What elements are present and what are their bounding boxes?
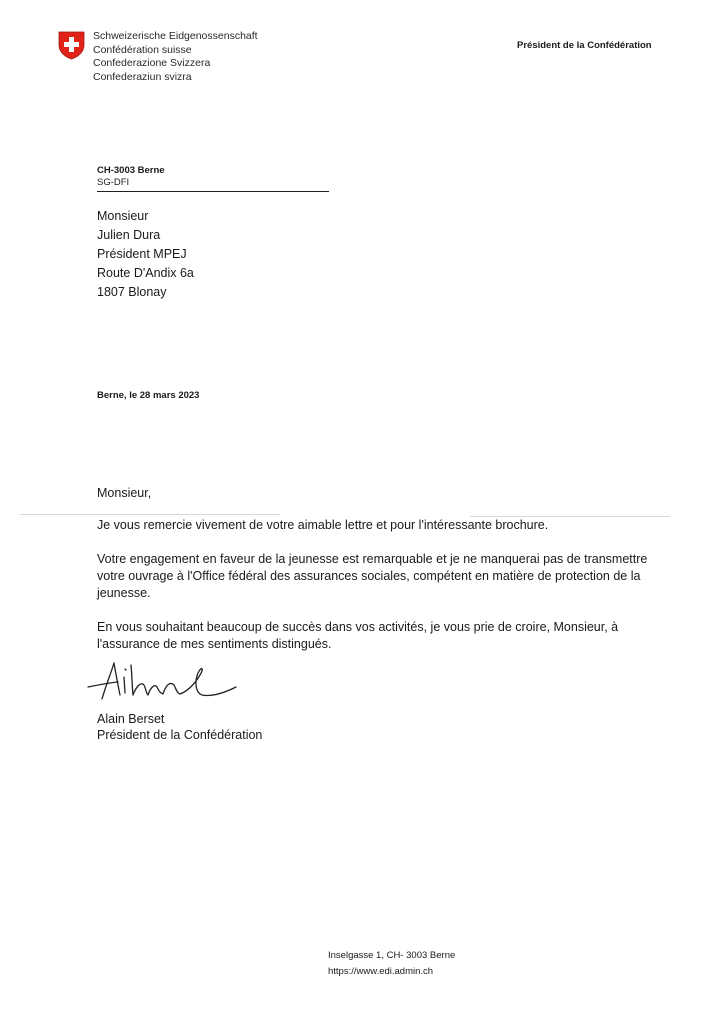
office-title: Président de la Confédération <box>517 40 652 51</box>
letter-body <box>97 517 657 670</box>
sender-block <box>97 165 329 192</box>
recipient-line: Président MPEJ <box>97 247 187 261</box>
signer-name: Alain Berset <box>97 712 165 726</box>
body-paragraph: En vous souhaitant beaucoup de succès dans vos activités, je vous prie de croire, Monsieur, à l'assurance de mes sentiments distingués. <box>97 620 619 651</box>
recipient-address <box>97 207 194 302</box>
sender-city: CH-3003 Berne <box>97 165 165 176</box>
department-name-de: Schweizerische Eidgenossenschaft <box>93 30 258 42</box>
recipient-line: 1807 Blonay <box>97 285 167 299</box>
salutation: Monsieur, <box>97 486 152 500</box>
sender-divider <box>97 191 329 192</box>
swiss-crest-icon <box>58 31 85 60</box>
footer-address: Inselgasse 1, CH- 3003 Berne <box>328 950 456 961</box>
department-names <box>93 30 258 84</box>
footer-website[interactable]: https://www.edi.admin.ch <box>328 966 434 977</box>
body-paragraph: Votre engagement en faveur de la jeunesse est remarquable et je ne manquerai pas de transmettre votre ouvrage à l'Office fédéral des assurances sociales, compétent en matière de protection de la jeunesse. <box>97 552 648 600</box>
scan-artifact <box>20 514 280 515</box>
recipient-line: Route D'Andix 6a <box>97 266 194 280</box>
department-name-fr: Confédération suisse <box>93 43 192 56</box>
department-name-rm: Confederaziun svizra <box>93 70 192 83</box>
sender-reference: SG-DFI <box>97 177 130 188</box>
footer <box>328 948 455 980</box>
body-paragraph: Je vous remercie vivement de votre aimable lettre et pour l'intéressante brochure. <box>97 518 549 532</box>
department-name-it: Confederazione Svizzera <box>93 57 211 69</box>
handwritten-signature <box>84 655 244 705</box>
recipient-line: Monsieur <box>97 209 149 223</box>
signer-block <box>97 711 262 743</box>
signer-title: Président de la Confédération <box>97 728 263 742</box>
recipient-line: Julien Dura <box>97 228 161 242</box>
letter-date: Berne, le 28 mars 2023 <box>97 390 200 401</box>
